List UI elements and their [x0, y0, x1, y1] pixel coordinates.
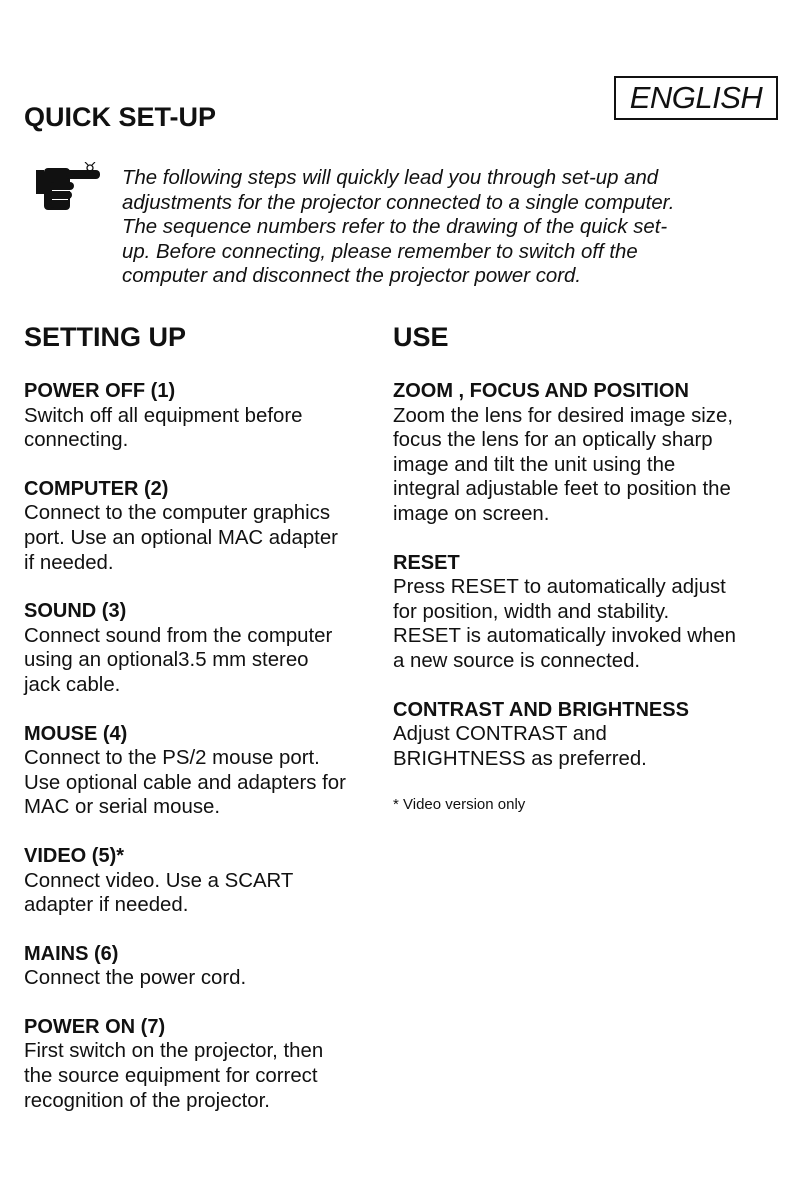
section-block: [24, 844, 404, 918]
section-title: MOUSE (4): [24, 722, 128, 745]
section-body: [24, 501, 404, 575]
section-block: [393, 698, 773, 772]
section-line: the source equipment for correct: [24, 1065, 318, 1088]
section-body: [393, 722, 773, 771]
section-line: a new source is connected.: [393, 649, 641, 672]
setting-up-heading: SETTING UP: [24, 322, 187, 352]
section-block: [24, 722, 404, 820]
section-line: image and tilt the unit using the: [393, 453, 676, 476]
section-block: [24, 1015, 404, 1113]
use-heading: USE: [393, 322, 449, 352]
language-label: ENGLISH: [614, 76, 778, 120]
intro-text: [122, 166, 732, 289]
intro-line: computer and disconnect the projector power cord.: [122, 265, 582, 288]
section-body: [24, 1039, 404, 1113]
section-block: [393, 551, 773, 674]
section-line: Connect sound from the computer: [24, 624, 333, 647]
section-line: adapter if needed.: [24, 894, 189, 917]
section-line: port. Use an optional MAC adapter: [24, 526, 338, 549]
section-line: First switch on the projector, then: [24, 1040, 324, 1063]
section-body: [393, 404, 773, 527]
section-body: [393, 575, 773, 673]
section-line: if needed.: [24, 551, 114, 574]
section-line: Connect to the PS/2 mouse port.: [24, 747, 320, 770]
section-block: [24, 477, 404, 575]
section-title: POWER ON (7): [24, 1015, 166, 1038]
section-body: [24, 966, 404, 991]
section-title: RESET: [393, 551, 460, 574]
section-line: for position, width and stability.: [393, 600, 670, 623]
section-title: CONTRAST AND BRIGHTNESS: [393, 698, 689, 721]
section-title: MAINS (6): [24, 942, 119, 965]
section-line: Press RESET to automatically adjust: [393, 576, 726, 599]
section-line: image on screen.: [393, 502, 550, 525]
footnote: * Video version only: [393, 796, 526, 814]
section-line: Connect the power cord.: [24, 967, 247, 990]
intro-line: up. Before connecting, please remember to switch off the: [122, 240, 638, 263]
section-line: Adjust CONTRAST and: [393, 723, 607, 746]
section-body: [24, 869, 404, 918]
intro-line: adjustments for the projector connected to a single computer.: [122, 191, 675, 214]
section-line: MAC or serial mouse.: [24, 796, 221, 819]
use-sections: [393, 379, 773, 771]
section-line: recognition of the projector.: [24, 1089, 270, 1112]
setting-up-sections: [24, 379, 404, 1113]
section-line: Zoom the lens for desired image size,: [393, 404, 733, 427]
section-body: [24, 746, 404, 820]
section-line: using an optional3.5 mm stereo: [24, 649, 309, 672]
section-block: [24, 942, 404, 991]
page-title: QUICK SET-UP: [24, 102, 217, 132]
section-block: [24, 379, 404, 453]
section-title: VIDEO (5)*: [24, 844, 125, 867]
section-line: connecting.: [24, 429, 129, 452]
section-block: [393, 379, 773, 527]
section-line: Connect video. Use a SCART: [24, 869, 294, 892]
section-body: [24, 404, 404, 453]
section-line: integral adjustable feet to position the: [393, 478, 731, 501]
section-title: COMPUTER (2): [24, 477, 169, 500]
section-title: POWER OFF (1): [24, 380, 176, 402]
section-title: ZOOM , FOCUS AND POSITION: [393, 380, 689, 402]
use-column: [393, 318, 773, 815]
section-line: Switch off all equipment before: [24, 404, 303, 427]
section-line: focus the lens for an optically sharp: [393, 429, 713, 452]
section-line: jack cable.: [24, 673, 121, 696]
section-line: Use optional cable and adapters for: [24, 771, 346, 794]
section-body: [24, 624, 404, 698]
intro-line: The sequence numbers refer to the drawing of the quick set-: [122, 216, 668, 239]
section-title: SOUND (3): [24, 600, 127, 623]
pointing-hand-icon: [36, 162, 108, 214]
section-line: Connect to the computer graphics: [24, 502, 331, 525]
section-block: [24, 599, 404, 697]
setting-up-column: [24, 318, 404, 1137]
section-line: RESET is automatically invoked when: [393, 625, 737, 648]
intro-line: The following steps will quickly lead you through set-up and: [122, 167, 659, 189]
section-line: BRIGHTNESS as preferred.: [393, 747, 647, 770]
